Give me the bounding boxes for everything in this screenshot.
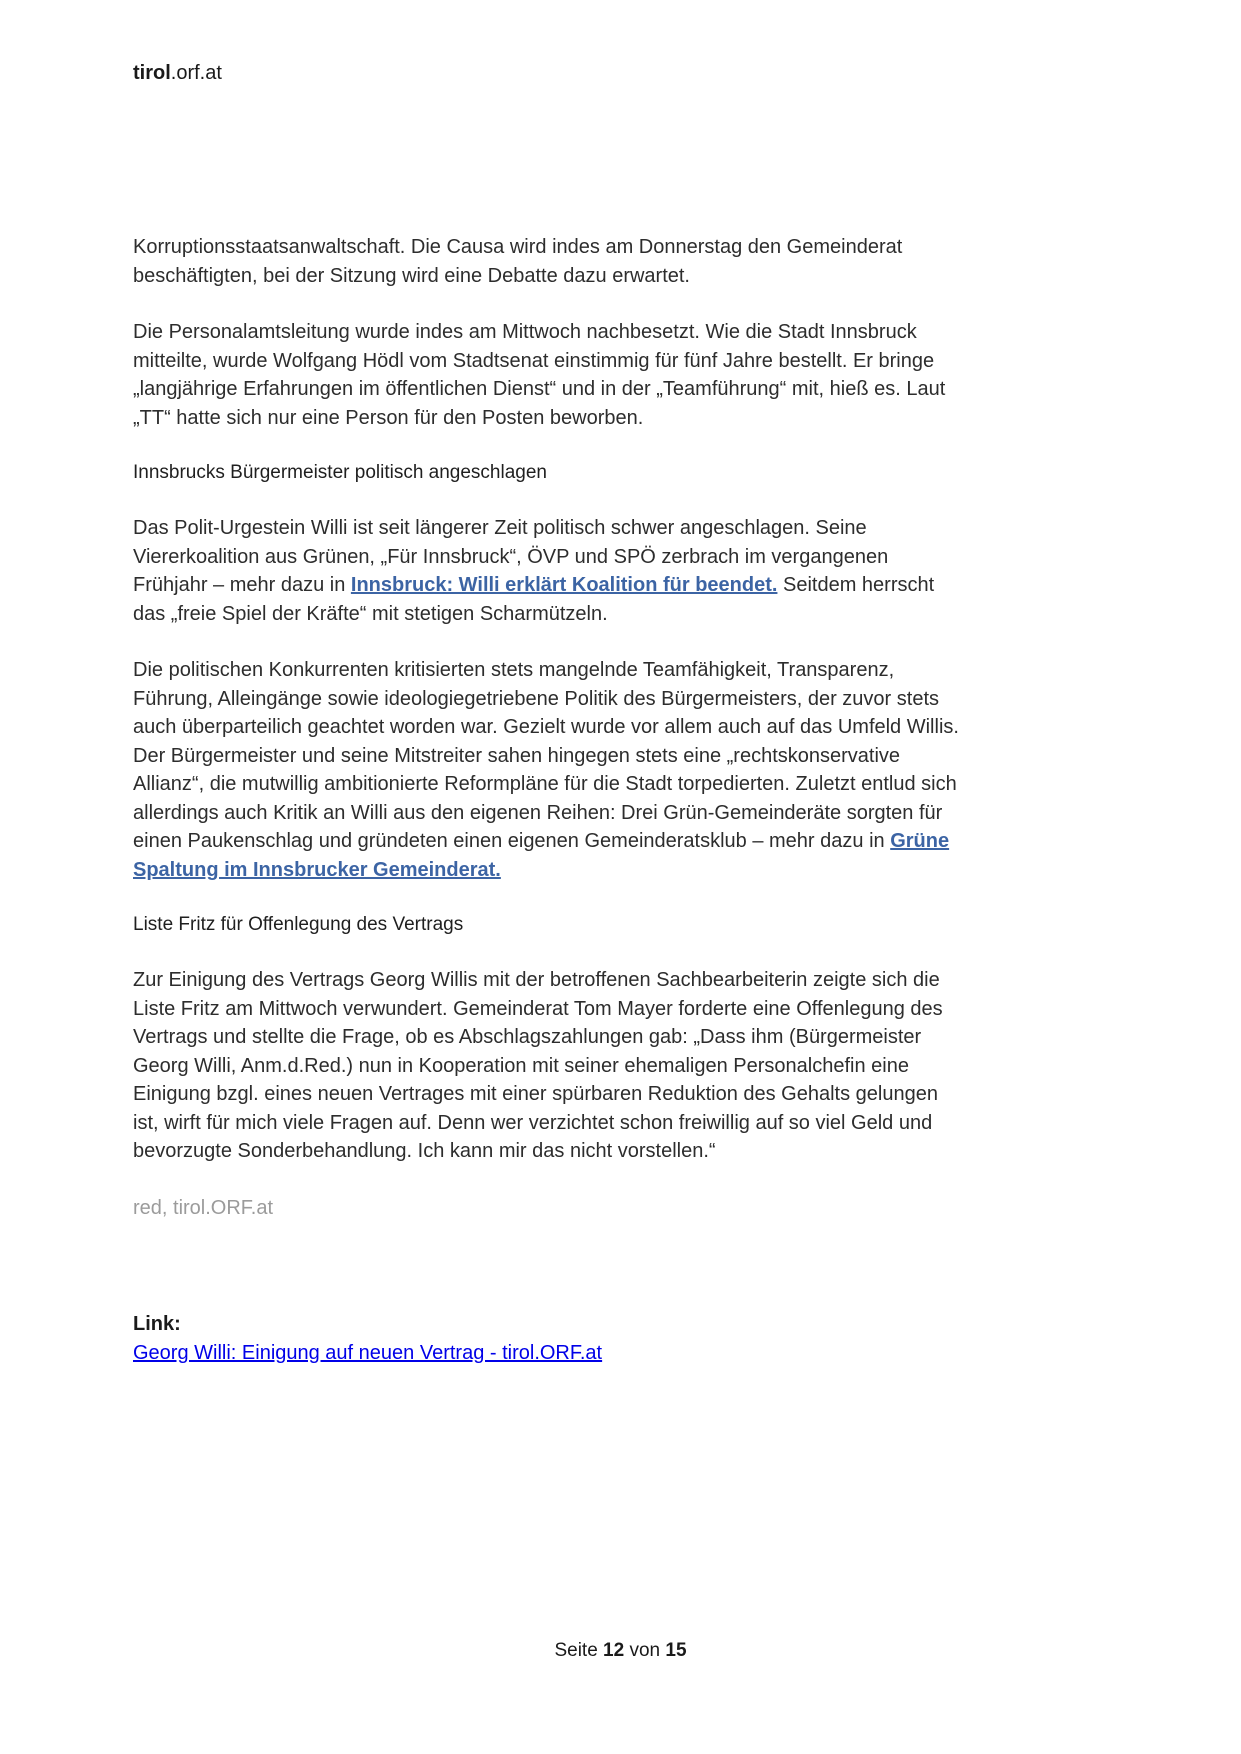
- paragraph-konkurrenten-text: Die politischen Konkurrenten kritisierten stets mangelnde Teamfähigkeit, Transparenz, Führung, Alleingänge sowie ideologiegetriebene Politik des Bürgermeisters, der zuvor stets auch überparteilich geachtet worden war. Gezielt wurde vor allem auch auf das Umfeld Willis. Der Bürgermeister und seine Mitstreiter sahen hingegen stets eine „rechtskonservative Allianz“, die mutwillig ambitionierte Reformpläne für die Stadt torpedierten. Zuletzt entlud sich allerdings auch Kritik an Willi aus den eigenen Reihen: Drei Grün-Gemeinderäte sorgten für einen Paukenschlag und gründeten einen eigenen Gemeinderatsklub – mehr dazu in: [133, 659, 959, 852]
- paragraph-konkurrenten: [133, 656, 966, 884]
- section-heading-liste-fritz: Liste Fritz für Offenlegung des Vertrags: [133, 914, 464, 935]
- footer-page-total: 15: [665, 1640, 687, 1661]
- paragraph-koalition-text-after: Seitdem herrscht das „freie Spiel der Kräfte“ mit stetigen Scharmützeln.: [133, 574, 935, 625]
- byline: red, tirol.ORF.at: [133, 1196, 274, 1219]
- footer-page-number: 12: [603, 1640, 625, 1661]
- site-header: [133, 62, 222, 85]
- links-section: [133, 1310, 966, 1367]
- footer-label-page: Seite: [554, 1640, 598, 1661]
- paragraph-koalition-text: Das Polit-Urgestein Willi ist seit längerer Zeit politisch schwer angeschlagen. Seine Viererkoalition aus Grünen, „Für Innsbruck“, ÖVP und SPÖ zerbrach im vergangenen Frühjahr – mehr dazu in: [133, 517, 889, 596]
- paragraph-einigung: Zur Einigung des Vertrags Georg Willis mit der betroffenen Sachbearbeiterin zeigte sich die Liste Fritz am Mittwoch verwundert. Gemeinderat Tom Mayer forderte eine Offenlegung des Vertrags und stellte die Frage, ob es Abschlagszahlungen gab: „Dass ihm (Bürgermeister Georg Willi, Anm.d.Red.) nun in Kooperation mit seiner ehemaligen Personalchefin eine Einigung bzgl. eines neuen Vertrages mit einer spürbaren Reduktion des Gehalts gelungen ist, wirft für mich viele Fragen auf. Denn wer verzichtet schon freiwillig auf so viel Geld und bevorzugte Sonderbehandlung. Ich kann mir das nicht vorstellen.“: [133, 969, 943, 1162]
- section-heading-angeschlagen: Innsbrucks Bürgermeister politisch angeschlagen: [133, 462, 547, 483]
- links-section-label: Link:: [133, 1313, 181, 1335]
- paragraph-personalamt: Die Personalamtsleitung wurde indes am Mittwoch nachbesetzt. Wie die Stadt Innsbruck mitteilte, wurde Wolfgang Hödl vom Stadtsenat einstimmig für fünf Jahre bestellt. Er bringe „langjährige Erfahrungen im öffentlichen Dienst“ und in der „Teamführung“ mit, hieß es. Laut „TT“ hatte sich nur eine Person für den Posten beworben.: [133, 321, 946, 429]
- link-gruene-spaltung[interactable]: Grüne Spaltung im Innsbrucker Gemeinderat.: [133, 830, 950, 881]
- footer-label-of: von: [629, 1640, 661, 1661]
- link-koalition-beendet[interactable]: Innsbruck: Willi erklärt Koalition für beendet.: [350, 574, 778, 596]
- page-footer: [0, 1640, 1241, 1662]
- site-name-bold: tirol: [133, 62, 171, 84]
- article-body: [133, 233, 966, 1367]
- paragraph-causa: Korruptionsstaatsanwaltschaft. Die Causa wird indes am Donnerstag den Gemeinderat beschäftigten, bei der Sitzung wird eine Debatte dazu erwartet.: [133, 236, 903, 287]
- paragraph-koalition: [133, 514, 966, 628]
- site-name-rest: .orf.at: [170, 62, 222, 84]
- external-link-georg-willi[interactable]: Georg Willi: Einigung auf neuen Vertrag - tirol.ORF.at: [133, 1341, 603, 1364]
